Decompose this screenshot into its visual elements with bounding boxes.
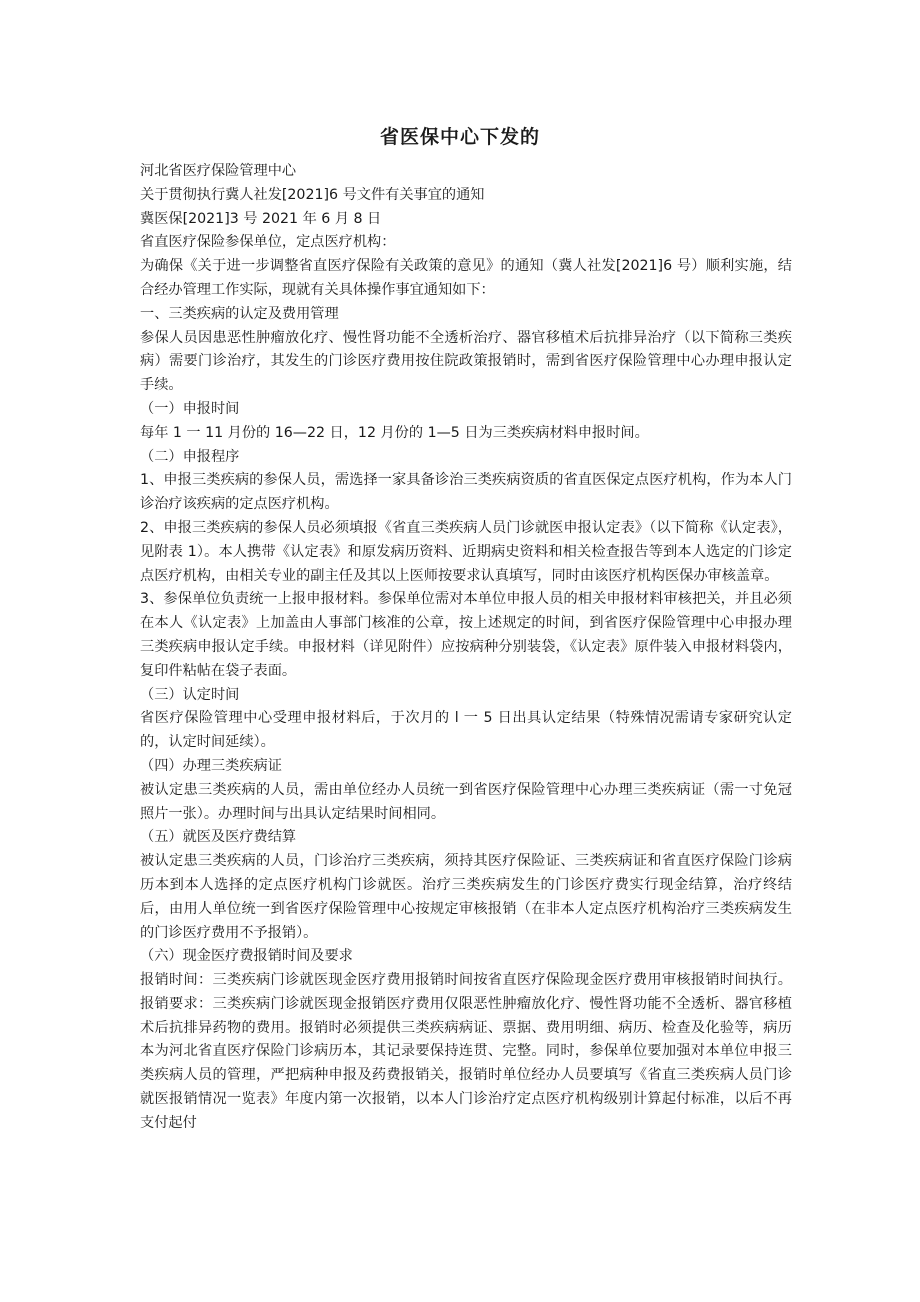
document-title: 省医保中心下发的 bbox=[379, 126, 540, 148]
section-1-paragraph: 参保人员因患恶性肿瘤放化疗、慢性肾功能不全透析治疗、器官移植术后抗排异治疗（以下简称三类疾病）需要门诊治疗，其发生的门诊医疗费用按住院政策报销时，需到省医疗保险管理中心办理申报认定手续。 bbox=[140, 329, 792, 394]
disease-certificate-paragraph: 被认定患三类疾病的人员，需由单位经办人员统一到省医疗保险管理中心办理三类疾病证（需一寸免冠照片一张）。办理时间与出具认定结果时间相同。 bbox=[140, 781, 792, 822]
issuer-line: 河北省医疗保险管理中心 bbox=[140, 163, 297, 179]
subheading-medical-settlement: （五）就医及医疗费结算 bbox=[140, 829, 297, 846]
document-body bbox=[140, 160, 792, 1136]
procedure-item-3: 3、参保单位负责统一上报申报材料。参保单位需对本单位申报人员的相关申报材料审核把关，并且必须在本人《认定表》上加盖由人事部门核准的公章，按上述规定的时间，到省医疗保险管理中心申报办理三类疾病申报认定手续。申报材料（详见附件）应按病种分别装袋，《认定表》原件装入申报材料袋内，复印件粘帖在袋子表面。 bbox=[140, 591, 792, 679]
procedure-item-1: 1、申报三类疾病的参保人员，需选择一家具备诊治三类疾病资质的省直医保定点医疗机构，作为本人门诊治疗该疾病的定点医疗机构。 bbox=[140, 472, 792, 513]
notice-subject: 关于贯彻执行冀人社发[2021]6 号文件有关事宜的通知 bbox=[140, 186, 485, 203]
document-number-date: 冀医保[2021]3 号 2021 年 6 月 8 日 bbox=[140, 210, 382, 227]
subheading-recognition-time: （三）认定时间 bbox=[140, 686, 240, 703]
subheading-application-procedure: （二）申报程序 bbox=[140, 448, 240, 465]
reimbursement-paragraph: 报销时间：三类疾病门诊就医现金医疗费用报销时间按省直医疗保险现金医疗费用审核报销时间执行。报销要求：三类疾病门诊就医现金报销医疗费用仅限恶性肿瘤放化疗、慢性肾功能不全透析、器官移植术后抗排异药物的费用。报销时必须提供三类疾病病证、票据、费用明细、病历、检查及化验等，病历本为河北省直医疗保险门诊病历本，其记录要保持连贯、完整。同时，参保单位要加强对本单位申报三类疾病人员的管理，严把病种申报及药费报销关，报销时单位经办人员要填写《省直三类疾病人员门诊就医报销情况一览表》年度内第一次报销，以本人门诊治疗定点医疗机构级别计算起付标准，以后不再支付起付 bbox=[140, 972, 792, 1131]
subheading-reimbursement: （六）现金医疗费报销时间及要求 bbox=[140, 948, 353, 965]
subheading-disease-certificate: （四）办理三类疾病证 bbox=[140, 757, 282, 774]
subheading-application-time: （一）申报时间 bbox=[140, 400, 240, 417]
section-heading-1: 一、三类疾病的认定及费用管理 bbox=[140, 305, 339, 322]
addressee-line: 省直医疗保险参保单位，定点医疗机构： bbox=[140, 234, 396, 251]
recognition-time-paragraph: 省医疗保险管理中心受理申报材料后，于次月的 l 一 5 日出具认定结果（特殊情况需请专家研究认定的，认定时间延续）。 bbox=[140, 710, 792, 751]
application-time-paragraph: 每年 1 一 11 月份的 16—22 日，12 月份的 1—5 日为三类疾病材料申报时间。 bbox=[140, 424, 649, 441]
medical-settlement-paragraph: 被认定患三类疾病的人员，门诊治疗三类疾病，须持其医疗保险证、三类疾病证和省直医疗保险门诊病历本到本人选择的定点医疗机构门诊就医。治疗三类疾病发生的门诊医疗费实行现金结算，治疗终结后，由用人单位统一到省医疗保险管理中心按规定审核报销（在非本人定点医疗机构治疗三类疾病发生的门诊医疗费用不予报销）。 bbox=[140, 853, 792, 941]
intro-paragraph: 为确保《关于进一步调整省直医疗保险有关政策的意见》的通知（冀人社发[2021]6 号）顺利实施，结合经办管理工作实际，现就有关具体操作事宜通知如下： bbox=[140, 258, 792, 298]
procedure-item-2: 2、申报三类疾病的参保人员必须填报《省直三类疾病人员门诊就医申报认定表》（以下简称《认定表》，见附表 1）。本人携带《认定表》和原发病历资料、近期病史资料和相关检查报告等到本人选定的门诊定点医疗机构，由相关专业的副主任及其以上医师按要求认真填写，同时由该医疗机构医保办审核盖章。 bbox=[140, 519, 792, 584]
